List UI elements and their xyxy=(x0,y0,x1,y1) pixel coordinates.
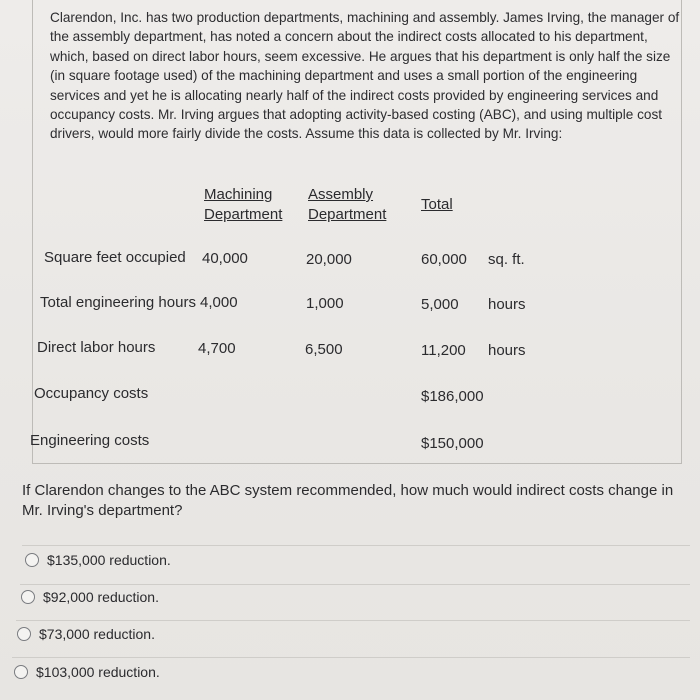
total-value: 60,000 xyxy=(421,251,467,268)
question-text: If Clarendon changes to the ABC system recommended, how much would indirect costs change in Mr. Irving's department? xyxy=(22,482,674,519)
machining-value: 4,000 xyxy=(200,294,238,311)
assembly-value: 6,500 xyxy=(305,341,343,358)
row-label: Engineering costs xyxy=(30,432,150,449)
radio-button[interactable] xyxy=(21,590,35,604)
assembly-header: Assembly Department xyxy=(308,186,387,223)
divider xyxy=(20,584,690,585)
unit-label: hours xyxy=(488,296,526,313)
row-label: Occupancy costs xyxy=(34,385,149,402)
total-value: $150,000 xyxy=(421,435,484,452)
divider xyxy=(16,620,690,621)
option-label: $103,000 reduction. xyxy=(36,664,160,680)
machining-value: 40,000 xyxy=(202,250,248,267)
unit-label: sq. ft. xyxy=(488,251,525,268)
total-header: Total xyxy=(421,196,453,213)
option-label: $92,000 reduction. xyxy=(43,589,159,605)
row-label: Total engineering hours xyxy=(40,294,196,311)
radio-button[interactable] xyxy=(25,553,39,567)
total-value: 11,200 xyxy=(421,342,466,359)
machining-value: 4,700 xyxy=(198,340,236,357)
radio-button[interactable] xyxy=(17,627,31,641)
radio-button[interactable] xyxy=(14,665,28,679)
unit-label: hours xyxy=(488,342,526,359)
answer-option[interactable] xyxy=(25,552,171,568)
divider xyxy=(22,545,690,546)
problem-text: Clarendon, Inc. has two production departments, machining and assembly. James Irving, the manager of the assembly department, has noted a concern about the indirect costs allocated to his department, which, based on direct labor hours, seem excessive. He argues that his department is only half the size (in square footage used) of the machining department and uses a small portion of the engineering services and yet he is allocating nearly half of the indirect costs provided by engineering services and occupancy costs. Mr. Irving argues that adopting activity-based costing (ABC), and using multiple cost drivers, would more fairly divide the costs. Assume this data is collected by Mr. Irving: xyxy=(50,10,680,142)
assembly-value: 20,000 xyxy=(306,251,352,268)
answer-option[interactable] xyxy=(21,589,159,605)
machining-header: Machining Department xyxy=(204,186,283,223)
row-label: Square feet occupied xyxy=(44,249,186,266)
total-value: $186,000 xyxy=(421,388,484,405)
total-value: 5,000 xyxy=(421,296,459,313)
divider xyxy=(12,657,690,658)
row-label: Direct labor hours xyxy=(37,339,156,356)
answer-option[interactable] xyxy=(17,626,155,642)
assembly-value: 1,000 xyxy=(306,295,344,312)
option-label: $135,000 reduction. xyxy=(47,552,171,568)
answer-option[interactable] xyxy=(14,664,160,680)
option-label: $73,000 reduction. xyxy=(39,626,155,642)
